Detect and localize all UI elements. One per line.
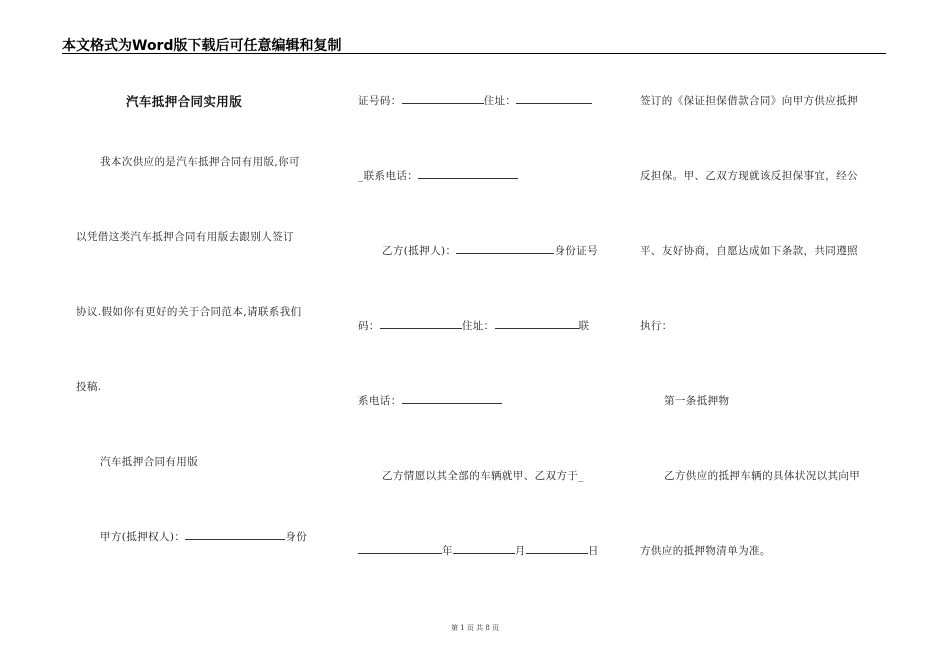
intro-line-4: 投稿. xyxy=(76,381,102,393)
day-label: 日 xyxy=(587,545,599,557)
id-number-label: 证号码： xyxy=(358,95,402,107)
party-a-id-blank[interactable] xyxy=(402,93,484,104)
party-a-phone-line xyxy=(358,168,518,183)
party-a-phone-blank[interactable] xyxy=(418,168,518,179)
intro-line-2: 以凭借这类汽车抵押合同有用版去跟别人签订 xyxy=(76,231,294,243)
clause-line-4: 执行： xyxy=(640,320,673,332)
day-blank[interactable] xyxy=(526,543,588,554)
party-b-address-blank[interactable] xyxy=(495,318,579,329)
article-1-line-2: 方供应的抵押物清单为准。 xyxy=(640,545,771,557)
party-b-name-blank[interactable] xyxy=(456,243,554,254)
phone-label: _联系电话： xyxy=(358,170,419,182)
article-1-line-1: 乙方供应的抵押车辆的具体状况以其向甲 xyxy=(664,470,861,482)
month-label: 月 xyxy=(514,545,526,557)
page-number: 第 1 页 共 8 页 xyxy=(450,624,500,632)
month-blank[interactable] xyxy=(453,543,515,554)
party-a-line xyxy=(100,529,307,544)
intro-line-3: 协议.假如你有更好的关于合同范本,请联系我们 xyxy=(76,306,302,318)
header-divider xyxy=(62,53,886,54)
phone-label-cont: 系电话： xyxy=(358,395,402,407)
address-label: 住址： xyxy=(461,320,495,332)
id-number-label-cont: 码： xyxy=(358,320,380,332)
party-b-phone-line xyxy=(358,393,502,408)
clause-line-3: 平、友好协商，自愿达成如下条款，共同遵照 xyxy=(640,245,858,257)
party-b-id-label: 身份证号 xyxy=(554,245,599,257)
vehicle-clause-line: 乙方情愿以其全部的车辆就甲、乙双方于_ xyxy=(382,470,584,482)
contract-title: 汽车抵押合同实用版 xyxy=(126,94,243,109)
clause-line-2: 反担保。甲、乙双方现就该反担保事宜，经公 xyxy=(640,170,858,182)
party-b-line xyxy=(382,243,598,258)
phone-label-start: 联 xyxy=(578,320,590,332)
document-header-title: 本文格式为Word版下载后可任意编辑和复制 xyxy=(62,38,342,54)
party-a-id-address-line xyxy=(358,93,592,108)
year-label: 年 xyxy=(442,545,453,557)
party-b-phone-blank[interactable] xyxy=(402,393,502,404)
party-b-id-address-line xyxy=(358,318,589,333)
intro-line-1: 我本次供应的是汽车抵押合同有用版,你可 xyxy=(100,156,300,168)
clause-line-1: 签订的《保证担保借款合同》向甲方供应抵押 xyxy=(640,95,858,107)
party-b-label: 乙方(抵押人)： xyxy=(382,245,457,257)
party-a-label: 甲方(抵押权人)： xyxy=(100,531,186,543)
party-a-address-blank[interactable] xyxy=(516,93,592,104)
year-blank[interactable] xyxy=(358,543,442,554)
article-1-heading: 第一条抵押物 xyxy=(664,395,730,407)
party-a-id-label: 身份 xyxy=(285,531,308,543)
party-a-name-blank[interactable] xyxy=(185,529,285,540)
address-label: 住址： xyxy=(483,95,517,107)
contract-subtitle: 汽车抵押合同有用版 xyxy=(100,456,199,468)
party-b-id-blank[interactable] xyxy=(380,318,462,329)
date-line xyxy=(358,543,599,558)
